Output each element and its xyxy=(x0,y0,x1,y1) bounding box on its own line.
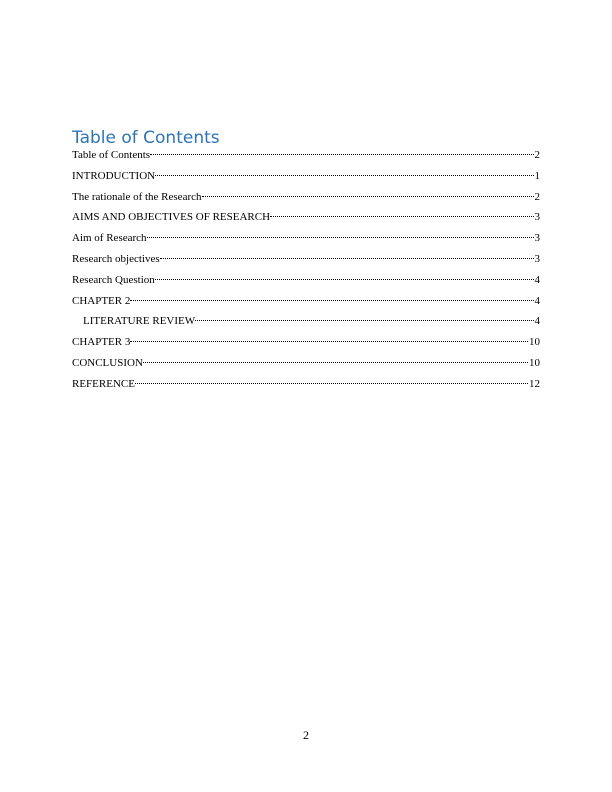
toc-dot-leader xyxy=(147,237,534,238)
toc-dot-leader xyxy=(160,258,534,259)
toc-entry[interactable] xyxy=(72,335,540,356)
toc-entry-title: CHAPTER 3 xyxy=(72,336,131,349)
toc-dot-leader xyxy=(155,279,534,280)
page-number: 2 xyxy=(303,728,309,742)
toc-entry[interactable] xyxy=(72,314,540,335)
toc-entry[interactable] xyxy=(72,231,540,252)
toc-dot-leader xyxy=(270,216,533,217)
toc-entry-title: Research objectives xyxy=(72,252,160,265)
toc-entry-page: 3 xyxy=(534,252,540,265)
toc-entry[interactable] xyxy=(72,294,540,315)
toc-entry[interactable] xyxy=(72,210,540,231)
toc-entry-page: 10 xyxy=(529,336,540,349)
toc-entry[interactable] xyxy=(72,190,540,211)
toc-entry-title: CONCLUSION xyxy=(72,356,143,369)
toc-entry-page: 1 xyxy=(534,169,540,182)
toc-entry-page: 4 xyxy=(534,294,540,307)
toc-entry-title: Aim of Research xyxy=(72,232,147,245)
toc-dot-leader xyxy=(135,383,528,384)
toc-entry-page: 2 xyxy=(534,190,540,203)
toc-entry[interactable] xyxy=(72,356,540,377)
toc-dot-leader xyxy=(202,196,534,197)
toc-entry[interactable] xyxy=(72,273,540,294)
toc-entry[interactable] xyxy=(72,148,540,169)
toc-dot-leader xyxy=(130,341,528,342)
toc-entry-page: 4 xyxy=(534,273,540,286)
toc-dot-leader xyxy=(130,300,533,301)
toc-entry-page: 4 xyxy=(534,315,540,328)
toc-dot-leader xyxy=(195,320,533,321)
toc-entry-title: AIMS AND OBJECTIVES OF RESEARCH xyxy=(72,211,271,224)
toc-entry-title: LITERATURE REVIEW xyxy=(83,315,196,328)
toc-entry-page: 3 xyxy=(534,211,540,224)
toc-entry-title: CHAPTER 2 xyxy=(72,294,131,307)
toc-entry[interactable] xyxy=(72,169,540,190)
toc-heading: Table of Contents xyxy=(72,128,220,148)
toc-entry-page: 2 xyxy=(534,149,540,161)
toc-dot-leader xyxy=(143,362,528,363)
toc-dot-leader xyxy=(150,154,533,155)
toc-entry-title: Research Question xyxy=(72,273,155,286)
toc-entry-page: 10 xyxy=(529,356,540,369)
toc-entry-title: INTRODUCTION xyxy=(72,169,156,182)
toc-entry[interactable] xyxy=(72,252,540,273)
toc-entry-title: The rationale of the Research xyxy=(72,190,202,203)
toc-list xyxy=(72,148,540,398)
toc-entry-page: 3 xyxy=(534,232,540,245)
toc-entry[interactable] xyxy=(72,377,540,398)
toc-entry-page: 12 xyxy=(529,377,540,390)
toc-entry-title: Table of Contents xyxy=(72,149,151,161)
toc-dot-leader xyxy=(155,175,533,176)
toc-entry-title: REFERENCE xyxy=(72,377,135,390)
